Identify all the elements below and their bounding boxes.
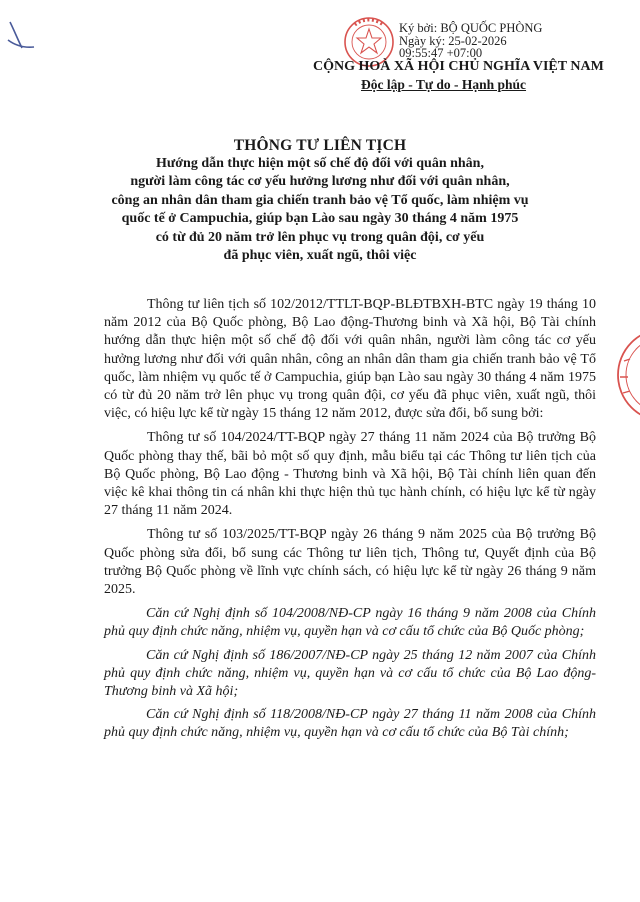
national-title: CỘNG HOÀ XÃ HỘI CHỦ NGHĨA VIỆT NAM xyxy=(313,59,604,74)
legal-basis: Căn cứ Nghị định số 118/2008/NĐ-CP ngày 27 tháng 11 năm 2008 của Chính phủ quy định chức năng, nhiệm vụ, quyền hạn và cơ cấu tổ chức của Bộ Tài chính; xyxy=(104,707,596,741)
document-subtitle xyxy=(100,155,540,265)
national-motto: Độc lập - Tự do - Hạnh phúc xyxy=(361,77,527,92)
edge-seal-icon xyxy=(614,325,640,425)
document-body xyxy=(104,296,596,748)
subtitle-line: đã phục viên, xuất ngũ, thôi việc xyxy=(223,248,417,264)
sign-date-line: Ngày ký: 25-02-2026 xyxy=(399,33,507,48)
sign-time-line: 09:55:47 +07:00 xyxy=(399,46,483,61)
body-paragraph: Thông tư số 104/2024/TT-BQP ngày 27 tháng 11 năm 2024 của Bộ trưởng Bộ Quốc phòng thay thế, bãi bỏ một số quy định, mẫu biểu tại các Thông tư liên tịch của Bộ Quốc phòng, Bộ Lao động - Thương binh và Xã hội, Bộ Tài chính liên quan đến việc kê khai thông tin cá nhân khi thực hiện thủ tục hành chính, có hiệu lực kể từ ngày 27 tháng 11 năm 2024. xyxy=(104,430,596,519)
body-paragraph: Thông tư liên tịch số 102/2012/TTLT-BQP-BLĐTBXH-BTC ngày 19 tháng 10 năm 2012 của Bộ Quốc phòng, Bộ Lao động-Thương binh và Xã hội, Bộ Tài chính hướng dẫn thực hiện một số chế độ đối với quân nhân, người làm công tác cơ yếu hưởng lương như đối với quân nhân, công an nhân dân tham gia chiến tranh bảo vệ Tổ quốc, làm nhiệm vụ quốc tế ở Campuchia, giúp bạn Lào sau ngày 30 tháng 4 năm 1975 có từ đủ 20 năm trở lên phục vụ trong quân đội, cơ yếu đã phục viên, xuất ngũ, thôi việc, có hiệu lực kể từ ngày 15 tháng 12 năm 2012, được sửa đổi, bổ sung bởi: xyxy=(104,297,596,422)
subtitle-line: có từ đủ 20 năm trở lên phục vụ trong quân đội, cơ yếu xyxy=(155,229,485,245)
body-paragraph: Thông tư số 103/2025/TT-BQP ngày 26 tháng 9 năm 2025 của Bộ trưởng Bộ Quốc phòng sửa đổi, bổ sung các Thông tư liên tịch, Thông tư, Quyết định của Bộ trưởng Bộ Quốc phòng về lĩnh vực chính sách, có hiệu lực kể từ ngày 26 tháng 9 năm 2025. xyxy=(104,527,596,598)
signer-line: Ký bởi: BỘ QUỐC PHÒNG xyxy=(399,21,543,35)
handwritten-mark-icon xyxy=(4,18,38,58)
subtitle-line: công an nhân dân tham gia chiến tranh bảo vệ Tổ quốc, làm nhiệm vụ xyxy=(111,192,529,208)
subtitle-line: Hướng dẫn thực hiện một số chế độ đối với quân nhân, xyxy=(156,156,484,171)
subtitle-line: quốc tế ở Campuchia, giúp bạn Lào sau ngày 30 tháng 4 năm 1975 xyxy=(121,211,519,227)
digital-signature-info xyxy=(399,22,542,60)
legal-basis: Căn cứ Nghị định số 186/2007/NĐ-CP ngày 25 tháng 12 năm 2007 của Chính phủ quy định chức năng, nhiệm vụ, quyền hạn và cơ cấu tổ chức của Bộ Lao động-Thương binh và Xã hội; xyxy=(104,647,596,700)
subtitle-line: người làm công tác cơ yếu hưởng lương như đối với quân nhân, xyxy=(130,174,510,190)
legal-basis: Căn cứ Nghị định số 104/2008/NĐ-CP ngày 16 tháng 9 năm 2008 của Chính phủ quy định chức năng, nhiệm vụ, quyền hạn và cơ cấu tổ chức của Bộ Quốc phòng; xyxy=(104,606,596,640)
document-title: THÔNG TƯ LIÊN TỊCH xyxy=(233,137,407,154)
